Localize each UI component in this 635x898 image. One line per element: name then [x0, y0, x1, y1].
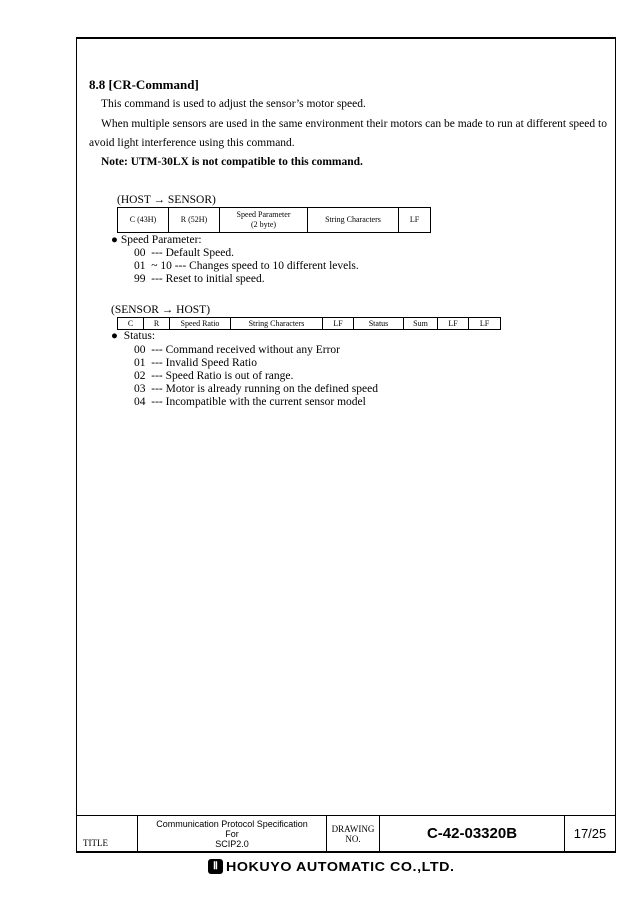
cell: LF: [323, 318, 354, 330]
cell-line: (2 byte): [250, 220, 277, 229]
host-label: (HOST → SENSOR): [117, 194, 216, 206]
sensor-label: (SENSOR → HOST): [111, 304, 211, 316]
paragraph: This command is used to adjust the sensor’s motor speed.: [101, 98, 366, 110]
cell-line: Speed Parameter: [236, 210, 291, 219]
cell: C: [118, 318, 144, 330]
section-heading: 8.8 [CR-Command]: [89, 77, 199, 92]
sensor-response-table: [117, 317, 501, 330]
cell: LF: [438, 318, 469, 330]
status-row: 00 --- Command received without any Error: [134, 344, 340, 356]
cell: String Characters: [231, 318, 323, 330]
page-number: 17/25: [565, 816, 616, 853]
company-name: HOKUYO AUTOMATIC CO.,LTD.: [226, 859, 455, 874]
cell: Status: [354, 318, 404, 330]
host-command-table: [117, 207, 431, 233]
drawing-number: C-42-03320B: [380, 816, 565, 853]
paragraph: avoid light interference using this command.: [89, 137, 295, 149]
param-row: 99 --- Reset to initial speed.: [134, 273, 265, 285]
note: Note: UTM-30LX is not compatible to this command.: [101, 156, 363, 168]
cell: C (43H): [118, 208, 169, 233]
param-row: 01 ~ 10 --- Changes speed to 10 different levels.: [134, 260, 359, 272]
cell: Speed Ratio: [170, 318, 231, 330]
bullet-title: Status:: [123, 330, 156, 342]
cell: Sum: [404, 318, 438, 330]
cell: [220, 208, 308, 233]
title-block: [76, 815, 616, 853]
hokuyo-logo-icon: Ⅱ: [208, 859, 223, 874]
company-logo: [208, 859, 455, 874]
cell: R (52H): [169, 208, 220, 233]
cell: String Characters: [308, 208, 399, 233]
document-title: Communication Protocol Specification For SCIP2.0: [138, 816, 327, 853]
bullet-item: [111, 330, 155, 342]
cell: LF: [399, 208, 431, 233]
title-label: TITLE: [77, 816, 138, 853]
status-row: 02 --- Speed Ratio is out of range.: [134, 370, 294, 382]
param-row: 00 --- Default Speed.: [134, 247, 234, 259]
bullet-icon: ●: [111, 234, 118, 246]
drawing-label: DRAWING NO.: [327, 816, 380, 853]
cell: LF: [469, 318, 501, 330]
cell: R: [144, 318, 170, 330]
bullet-item: [111, 234, 202, 246]
bullet-title: Speed Parameter:: [120, 234, 202, 246]
bullet-icon: ●: [111, 330, 118, 342]
status-row: 03 --- Motor is already running on the defined speed: [134, 383, 378, 395]
paragraph: When multiple sensors are used in the same environment their motors can be made to run at different speed to: [101, 118, 607, 130]
status-row: 01 --- Invalid Speed Ratio: [134, 357, 257, 369]
status-row: 04 --- Incompatible with the current sensor model: [134, 396, 366, 408]
